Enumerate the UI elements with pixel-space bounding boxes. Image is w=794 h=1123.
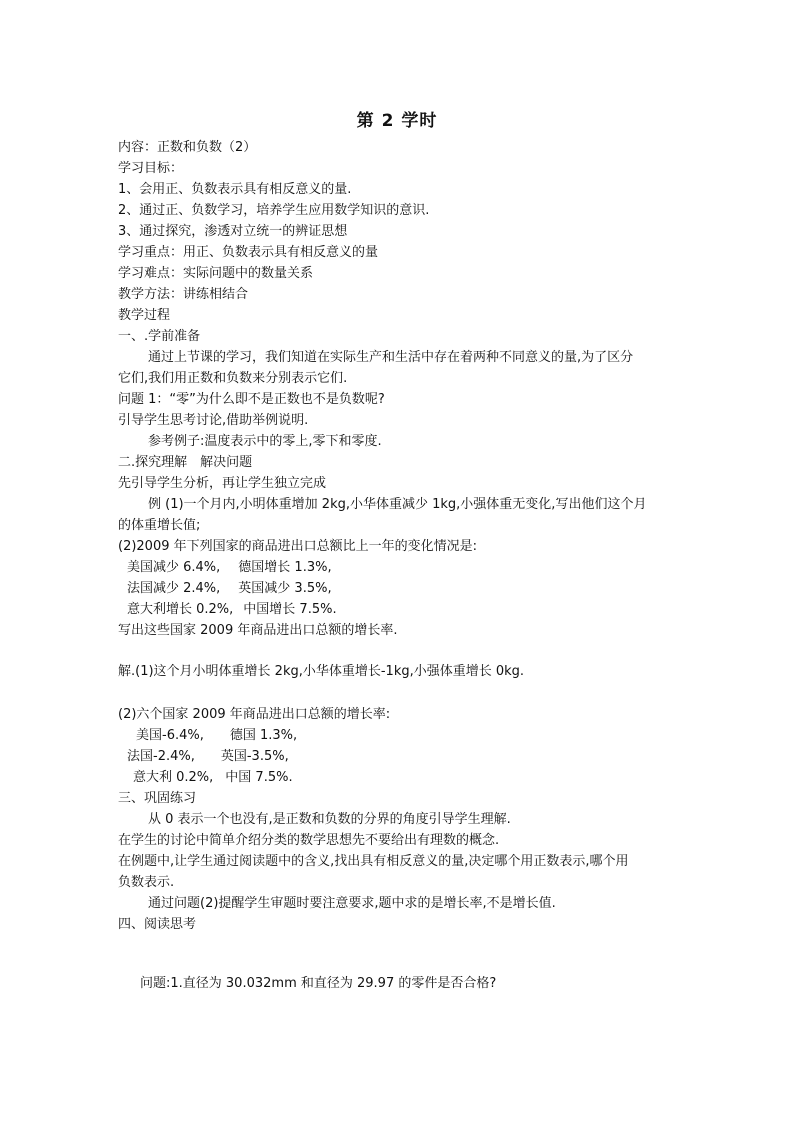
solution-row-2 [127, 748, 289, 766]
section-3-title: 三、巩固练习 [118, 791, 197, 806]
section-3-paragraph-2: 在学生的讨论中简单介绍分类的数学思想先不要给出有理数的概念. [118, 833, 500, 848]
solution-row-3 [133, 769, 293, 787]
teaching-process: 教学过程 [118, 308, 171, 323]
solution-row-1 [136, 727, 297, 745]
section-3-paragraph-4: 通过问题(2)提醒学生审题时要注意要求,题中求的是增长率,不是增长值. [148, 896, 556, 911]
trade-germany: 德国增长 1.3%, [238, 560, 332, 575]
question-1: 问题 1：“零”为什么即不是正数也不是负数呢? [118, 392, 385, 407]
goal-item-3: 3、通过探究，渗透对立统一的辨证思想 [118, 224, 348, 239]
content-line: 内容：正数和负数（2） [118, 140, 257, 155]
trade-row-2 [127, 580, 332, 598]
reference-example: 参考例子:温度表示中的零上,零下和零度. [148, 434, 382, 449]
difficulty: 学习难点：实际问题中的数量关系 [118, 266, 314, 281]
rate-germany: 德国 1.3%, [229, 728, 298, 743]
trade-uk: 英国减少 3.5%, [238, 581, 332, 596]
solution-2: (2)六个国家 2009 年商品进出口总额的增长率: [118, 707, 391, 722]
trade-china: 中国增长 7.5%. [243, 602, 337, 617]
section-1-paragraph-line-2: 它们,我们用正数和负数来分别表示它们. [118, 371, 348, 386]
section-4-title: 四、阅读思考 [118, 917, 197, 932]
rate-italy: 意大利 0.2%, [133, 770, 214, 785]
rate-china: 中国 7.5%. [225, 770, 293, 785]
page-title: 第 2 学时 [356, 111, 438, 131]
goal-item-2: 2、通过正、负数学习，培养学生应用数学知识的意识. [118, 203, 430, 218]
section-3-paragraph-3-line-1: 在例题中,让学生通过阅读题中的含义,找出具有相反意义的量,决定哪个用正数表示,哪个用 [118, 854, 629, 869]
trade-row-3 [127, 601, 337, 619]
section-2-intro: 先引导学生分析，再让学生独立完成 [118, 476, 327, 491]
section-1-paragraph-line-1: 通过上节课的学习，我们知道在实际生产和生活中存在着两种不同意义的量,为了区分 [148, 350, 634, 365]
solution-1: 解.(1)这个月小明体重增长 2kg,小华体重增长-1kg,小强体重增长 0kg. [118, 664, 525, 679]
trade-row-1 [127, 559, 332, 577]
section-2-title: 二.探究理解 解决问题 [118, 455, 253, 470]
section-1-title: 一、.学前准备 [118, 329, 201, 344]
goals-header: 学习目标： [118, 161, 184, 176]
trade-usa: 美国减少 6.4%, [127, 560, 221, 575]
section-3-paragraph-3-line-2: 负数表示. [118, 875, 175, 890]
rate-uk: 英国-3.5%, [220, 749, 289, 764]
example-2: (2)2009 年下列国家的商品进出口总额比上一年的变化情况是: [118, 539, 478, 554]
trade-france: 法国减少 2.4%, [127, 581, 221, 596]
section-4-question: 问题:1.直径为 30.032mm 和直径为 29.97 的零件是否合格? [140, 976, 497, 991]
section-3-paragraph-1: 从 0 表示一个也没有,是正数和负数的分界的角度引导学生理解. [148, 812, 511, 827]
example-1-line-1: 例 (1)一个月内,小明体重增加 2kg,小华体重减少 1kg,小强体重无变化,写出他们这个月 [148, 497, 647, 512]
rate-france: 法国-2.4%, [127, 749, 195, 764]
key-point: 学习重点：用正、负数表示具有相反意义的量 [118, 245, 379, 260]
goal-item-1: 1、会用正、负数表示具有相反意义的量. [118, 182, 352, 197]
example-2-ask: 写出这些国家 2009 年商品进出口总额的增长率. [118, 623, 398, 638]
rate-usa: 美国-6.4%, [136, 728, 204, 743]
trade-italy: 意大利增长 0.2%, [127, 602, 234, 617]
teaching-method: 教学方法：讲练相结合 [118, 287, 249, 302]
guide-line: 引导学生思考讨论,借助举例说明. [118, 413, 309, 428]
example-1-line-2: 的体重增长值; [118, 518, 201, 533]
